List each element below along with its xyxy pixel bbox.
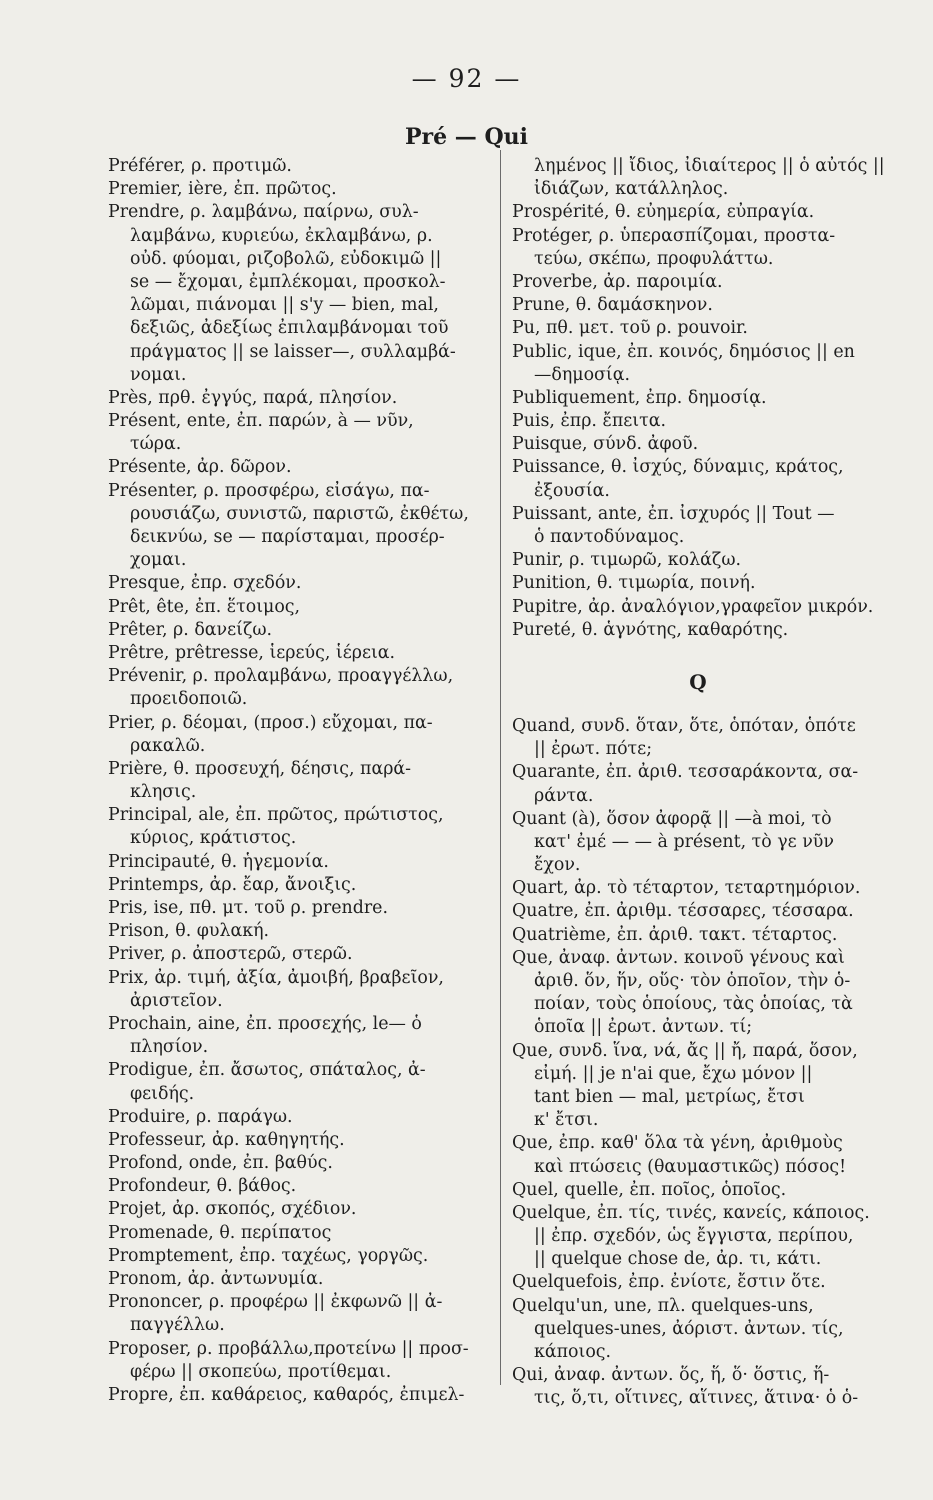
entry-line: Présent, ente, ἐπ. παρών, à — νῦν, — [108, 411, 414, 432]
entry-line: λῶμαι, πιάνομαι || s'y — bien, mal, — [130, 295, 439, 316]
entry-line: Qui, ἀναφ. ἀντων. ὅς, ἥ, ὅ· ὅστις, ἥ- — [512, 1365, 830, 1386]
right-column — [512, 155, 892, 1411]
entry-line: ὁποῖα || ἐρωτ. ἀντων. τί; — [534, 1017, 753, 1038]
entry-line: Prochain, aine, ἐπ. προσεχής, le— ὁ — [108, 1013, 422, 1034]
entry-line: κατ' ἐμέ — — à présent, τὸ γε νῦν — [534, 831, 834, 852]
entry-line: Prêter, ρ. δανείζω. — [108, 619, 273, 640]
entry-line: εἰμή. || je n'ai que, ἔχω μόνον || — [534, 1063, 813, 1084]
entry-line: Presque, ἐπρ. σχεδόν. — [108, 573, 302, 594]
entry-line: Profond, onde, ἐπ. βαθύς. — [108, 1153, 333, 1174]
entry-line: Punir, ρ. τιμωρῶ, κολάζω. — [512, 550, 742, 571]
entry-line: Pu, πθ. μετ. τοῦ ρ. pouvoir. — [512, 318, 748, 339]
entry-line: Pronom, ἀρ. ἀντωνυμία. — [108, 1269, 324, 1289]
entry-line: Publiquement, ἐπρ. δημοσίᾳ. — [512, 387, 767, 408]
entry-line: Quelqu'un, une, πλ. quelques-uns, — [512, 1295, 814, 1316]
entry-line: δεξιῶς, ἀδεξίως ἐπιλαμβάνομαι τοῦ — [130, 318, 449, 339]
entry-line: Quatre, ἐπ. ἀριθμ. τέσσαρες, τέσσαρα. — [512, 901, 854, 922]
entry-line: Que, συνδ. ἵνα, νά, ἄς || ἤ, παρά, ὅσον, — [512, 1040, 858, 1061]
entry-line: ἔχον. — [534, 855, 581, 876]
entry-line: Présente, ἀρ. δῶρον. — [108, 457, 292, 478]
entry-line: Près, πρθ. ἐγγύς, παρά, πλησίον. — [108, 387, 398, 408]
entry-line: λημένος || ἴδιος, ἰδιαίτερος || ὁ αὐτός || — [534, 156, 885, 176]
entry-line: κύριος, κράτιστος. — [130, 828, 297, 849]
entry-line: φειδής. — [130, 1083, 195, 1104]
entry-line: ἀριθ. ὅν, ἥν, οὕς· τὸν ὁποῖον, τὴν ὁ- — [534, 971, 851, 991]
entry-line: Prier, ρ. δέομαι, (προσ.) εὔχομαι, πα- — [108, 712, 433, 733]
right-column-q-entries — [512, 715, 892, 1411]
entry-line: ρουσιάζω, συνιστῶ, παριστῶ, ἐκθέτω, — [130, 503, 469, 524]
entry-line: δεικνύω, se — παρίσταμαι, προσέρ- — [130, 527, 445, 547]
entry-line: se — ἔχομαι, ἐμπλέκομαι, προσκολ- — [130, 271, 446, 292]
entry-line: Prononcer, ρ. προφέρω || ἐκφωνῶ || ἀ- — [108, 1292, 443, 1313]
entry-line: κλησις. — [130, 782, 197, 803]
entry-line: φέρω || σκοπεύω, προτίθεμαι. — [130, 1361, 392, 1382]
entry-line: Proposer, ρ. προβάλλω,προτείνω || προσ- — [108, 1338, 469, 1359]
entry-line: Prison, θ. φυλακή. — [108, 921, 270, 942]
entry-line: Punition, θ. τιμωρία, ποινή. — [512, 573, 756, 594]
entry-line: Prêtre, prêtresse, ἱερεύς, ἱέρεια. — [108, 642, 396, 663]
entry-line: Que, ἐπρ. καθ' ὅλα τὰ γένη, ἀριθμοὺς — [512, 1133, 843, 1154]
entry-line: Quel, quelle, ἐπ. ποῖος, ὁποῖος. — [512, 1179, 787, 1200]
entry-line: καὶ πτώσεις (θαυμαστικῶς) πόσος! — [534, 1156, 847, 1177]
entry-line: || ἐπρ. σχεδόν, ὡς ἔγγιστα, περίπου, — [534, 1226, 854, 1247]
entry-line: || quelque chose de, ἀρ. τι, κάτι. — [534, 1249, 822, 1270]
entry-line: ἀριστεῖον. — [130, 990, 223, 1011]
entry-line: Prendre, ρ. λαμβάνω, παίρνω, συλ- — [108, 202, 419, 223]
entry-line: quelques-unes, ἀόριστ. ἀντων. τίς, — [534, 1318, 844, 1339]
entry-line: Puis, ἐπρ. ἔπειτα. — [512, 411, 666, 432]
entry-line: Printemps, ἀρ. ἔαρ, ἄνοιξις. — [108, 874, 357, 895]
entry-line: χομαι. — [130, 550, 187, 571]
entry-line: tant bien — mal, μετρίως, ἔτσι — [534, 1086, 805, 1107]
page-number: — 92 — — [411, 64, 522, 93]
entry-line: Quart, ἀρ. τὸ τέταρτον, τεταρτημόριον. — [512, 878, 861, 899]
section-letter-q: Q — [689, 669, 707, 694]
entry-line: Quatrième, ἐπ. ἀριθ. τακτ. τέταρτος. — [512, 924, 838, 945]
entry-line: Propre, ἐπ. καθάρειος, καθαρός, ἐπιμελ- — [108, 1384, 465, 1405]
entry-line: Quant (à), ὅσον ἀφορᾷ || —à moi, τὸ — [512, 808, 832, 829]
entry-line: Protéger, ρ. ὑπερασπίζομαι, προστα- — [512, 225, 836, 246]
entry-line: Professeur, ἀρ. καθηγητής. — [108, 1129, 345, 1150]
entry-line: Prospérité, θ. εὐημερία, εὐπραγία. — [512, 202, 815, 223]
entry-line: κάποιος. — [534, 1342, 612, 1362]
running-head: Pré — Qui — [405, 124, 528, 150]
entry-line: Proverbe, ἀρ. παροιμία. — [512, 271, 723, 292]
entry-line: Promptement, ἐπρ. ταχέως, γοργῶς. — [108, 1245, 429, 1266]
left-column — [108, 155, 486, 1407]
entry-line: Principauté, θ. ἡγεμονία. — [108, 851, 329, 872]
entry-line: || ἐρωτ. πότε; — [534, 739, 653, 760]
entry-line: Public, ique, ἐπ. κοινός, δημόσιος || en — [512, 341, 855, 362]
entry-line: παγγέλλω. — [130, 1315, 225, 1336]
entry-line: Prodigue, ἐπ. ἄσωτος, σπάταλος, ἀ- — [108, 1060, 426, 1081]
entry-line: Quand, συνδ. ὅταν, ὅτε, ὁπόταν, ὁπότε — [512, 715, 856, 736]
entry-line: ὁ παντοδύναμος. — [534, 527, 685, 547]
entry-line: οὐδ. φύομαι, ριζοβολῶ, εὐδοκιμῶ || — [130, 248, 442, 269]
entry-line: Principal, ale, ἐπ. πρῶτος, πρώτιστος, — [108, 805, 444, 826]
entry-line: Prune, θ. δαμάσκηνον. — [512, 295, 713, 316]
entry-line: ποίαν, τοὺς ὁποίους, τὰς ὁποίας, τὰ — [534, 994, 853, 1015]
entry-line: Préférer, ρ. προτιμῶ. — [108, 156, 292, 176]
entry-line: Pureté, θ. ἁγνότης, καθαρότης. — [512, 619, 789, 640]
entry-line: κ' ἔτσι. — [534, 1110, 599, 1131]
entry-line: Présenter, ρ. προσφέρω, εἰσάγω, πα- — [108, 480, 430, 501]
entry-line: ἰδιάζων, κατάλληλος. — [534, 179, 729, 200]
entry-line: τεύω, σκέπω, προφυλάττω. — [534, 248, 774, 269]
entry-line: Quelque, ἐπ. τίς, τινές, κανείς, κάποιος. — [512, 1202, 870, 1223]
entry-line: Produire, ρ. παράγω. — [108, 1106, 293, 1127]
entry-line: τώρα. — [130, 434, 182, 455]
entry-line: Pupitre, ἀρ. ἀναλόγιον,γραφεῖον μικρόν. — [512, 596, 874, 617]
entry-line: πράγματος || se laisser—, συλλαμβά- — [130, 341, 456, 362]
entry-line: Prix, ἀρ. τιμή, ἀξία, ἀμοιβή, βραβεῖον, — [108, 967, 444, 988]
entry-line: ρακαλῶ. — [130, 735, 206, 756]
entry-line: Que, ἀναφ. ἀντων. κοινοῦ γένους καὶ — [512, 947, 845, 968]
entry-line: Quelquefois, ἐπρ. ἐνίοτε, ἔστιν ὅτε. — [512, 1272, 826, 1293]
entry-line: Priver, ρ. ἀποστερῶ, στερῶ. — [108, 944, 353, 965]
entry-line: Prière, θ. προσευχή, δέησις, παρά- — [108, 758, 412, 779]
entry-line: Puissance, θ. ἰσχύς, δύναμις, κράτος, — [512, 457, 844, 478]
entry-line: τις, ὅ,τι, οἵτινες, αἵτινες, ἅτινα· ὁ ὁ- — [534, 1388, 859, 1409]
entry-line: Projet, ἀρ. σκοπός, σχέδιον. — [108, 1199, 357, 1220]
entry-line: Prêt, ête, ἐπ. ἕτοιμος, — [108, 596, 301, 617]
entry-line: ράντα. — [534, 785, 594, 806]
entry-line: Promenade, θ. περίπατος — [108, 1222, 332, 1243]
entry-line: Quarante, ἐπ. ἀριθ. τεσσαράκοντα, σα- — [512, 762, 859, 783]
entry-line: λαμβάνω, κυριεύω, ἐκλαμβάνω, ρ. — [130, 225, 433, 246]
column-divider — [500, 150, 501, 1385]
entry-line: πλησίον. — [130, 1037, 209, 1058]
entry-line: Puisque, σύνδ. ἀφοῦ. — [512, 434, 699, 455]
entry-line: Prévenir, ρ. προλαμβάνω, προαγγέλλω, — [108, 666, 454, 687]
right-column-p-entries — [512, 155, 892, 642]
entry-line: —δημοσίᾳ. — [534, 364, 631, 385]
entry-line: νομαι. — [130, 364, 187, 385]
entry-line: ἐξουσία. — [534, 480, 610, 501]
entry-line: προειδοποιῶ. — [130, 689, 248, 710]
entry-line: Premier, ière, ἐπ. πρῶτος. — [108, 179, 337, 200]
entry-line: Profondeur, θ. βάθος. — [108, 1176, 297, 1197]
entry-line: Puissant, ante, ἐπ. ἰσχυρός || Tout — — [512, 503, 835, 524]
entry-line: Pris, ise, πθ. μτ. τοῦ ρ. prendre. — [108, 898, 388, 918]
